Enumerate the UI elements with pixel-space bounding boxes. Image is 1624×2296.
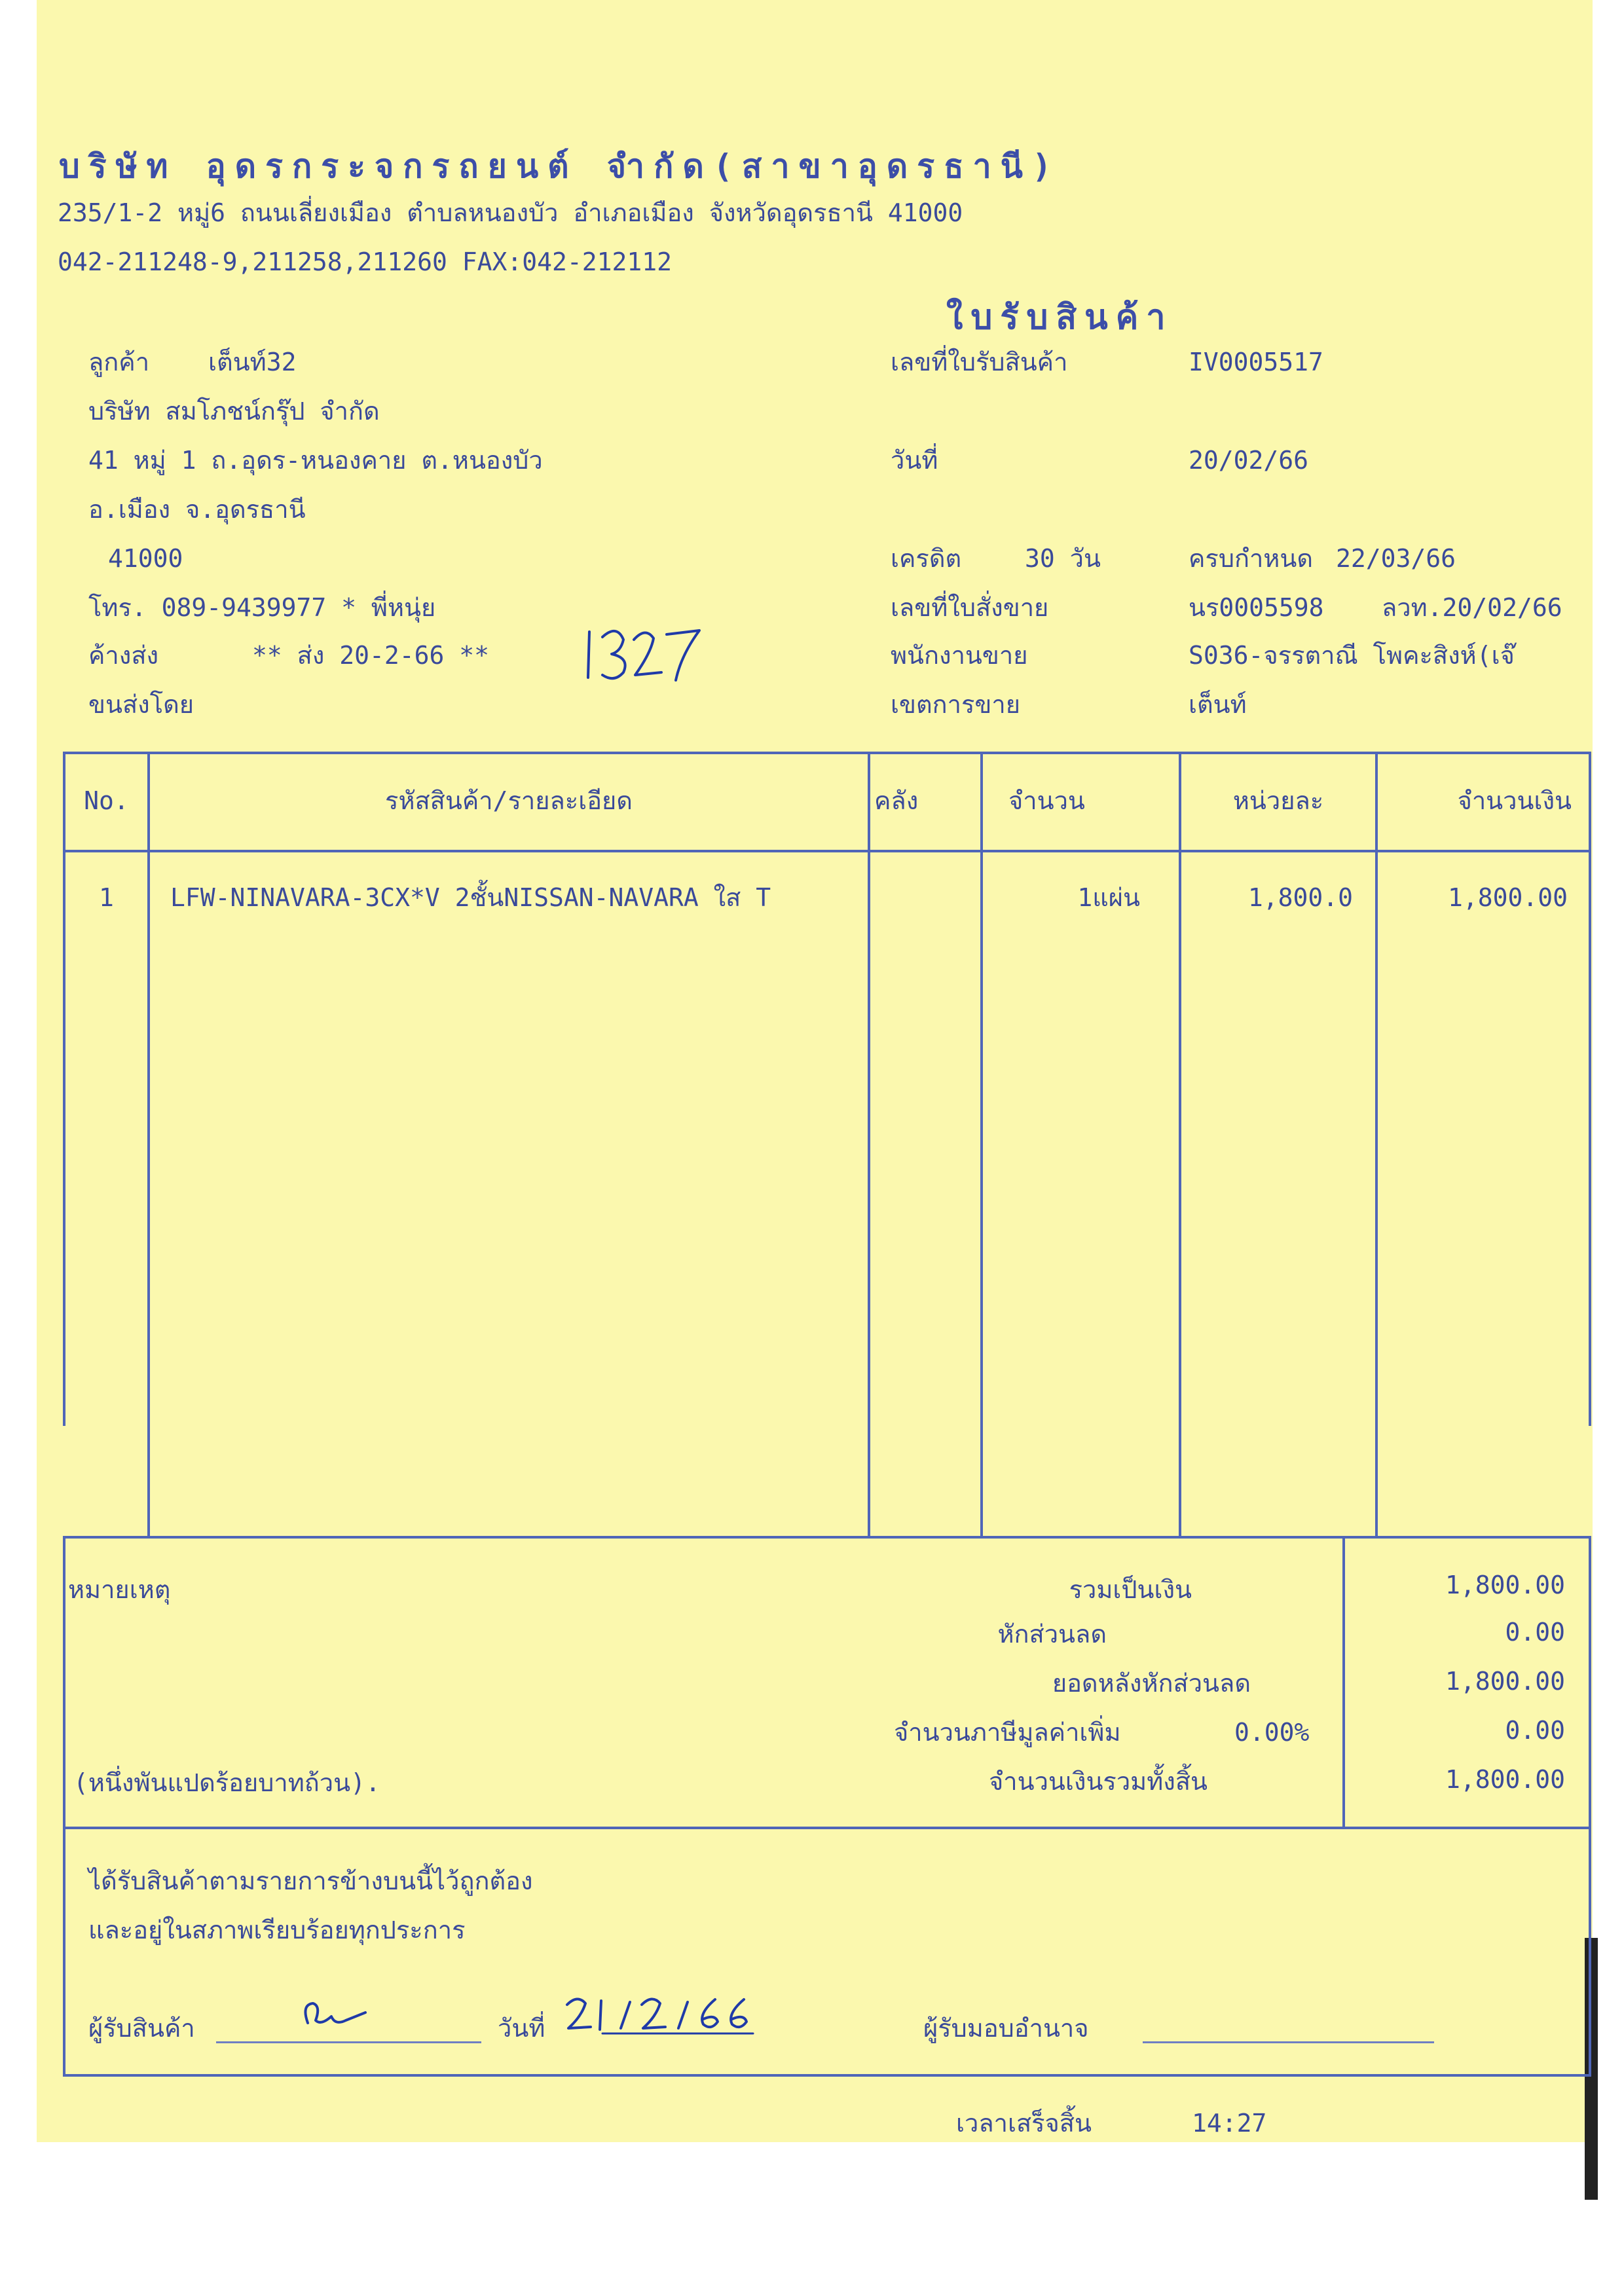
- customer-phone: โทร. 089-9439977 * พี่หนุ่ย: [88, 593, 436, 622]
- customer-postcode: 41000: [108, 544, 183, 573]
- vat-rate: 0.00%: [1234, 1718, 1310, 1747]
- receiver-signature-line: [216, 2041, 481, 2043]
- after-discount-label: ยอดหลังหักส่วนลด: [1052, 1669, 1251, 1698]
- sales-zone-label: เขตการขาย: [891, 690, 1020, 719]
- customer-address-1: 41 หมู่ 1 ถ.อุดร-หนองคาย ต.หนองบัว: [88, 446, 543, 475]
- total-label: จำนวนเงินรวมทั้งสิ้น: [989, 1767, 1208, 1796]
- customer-address-2: อ.เมือง จ.อุดรธานี: [88, 495, 306, 524]
- col-header-description: รหัสสินค้า/รายละเอียด: [385, 786, 633, 815]
- discount-label: หักส่วนลด: [997, 1620, 1107, 1649]
- order-no-label: เลขที่ใบสั่งขาย: [891, 593, 1049, 622]
- vat-label: จำนวนภาษีมูลค่าเพิ่ม: [894, 1718, 1121, 1747]
- credit-days: 30 วัน: [1025, 544, 1101, 573]
- row-unit-price: 1,800.0: [1247, 883, 1353, 912]
- received-date-label: วันที่: [498, 2014, 545, 2043]
- company-address: 235/1-2 หมู่6 ถนนเลี่ยงเมือง ตำบลหนองบัว อำเภอเมือง จังหวัดอุดรธานี 41000: [58, 198, 963, 227]
- after-discount-value: 1,800.00: [1445, 1667, 1565, 1696]
- date: 20/02/66: [1189, 446, 1309, 475]
- subtotal-value: 1,800.00: [1445, 1571, 1565, 1599]
- receiver-signature: [288, 1997, 393, 2036]
- received-date-handwritten: [563, 1990, 760, 2043]
- finish-time-label: เวลาเสร็จสิ้น: [956, 2109, 1092, 2138]
- handwritten-note-1327: [583, 612, 714, 684]
- discount-value: 0.00: [1505, 1618, 1565, 1647]
- customer-code-label: ลูกค้า: [88, 348, 150, 376]
- order-no: นร0005598: [1189, 593, 1324, 622]
- pending-value: ** ส่ง 20-2-66 **: [252, 641, 490, 670]
- receipt-no-label: เลขที่ใบรับสินค้า: [891, 348, 1068, 376]
- salesperson: S036-จรรตาณี โพคะสิงห์(เจ๊: [1189, 641, 1515, 670]
- acknowledgement-line-1: ได้รับสินค้าตามรายการข้างบนนี้ไว้ถูกต้อง: [88, 1867, 533, 1895]
- receiver-label: ผู้รับสินค้า: [88, 2014, 195, 2043]
- row-no: 1: [99, 883, 114, 912]
- company-name: บริษัท อุดรกระจกรถยนต์ จำกัด(สาขาอุดรธานี): [59, 147, 1061, 185]
- total-value: 1,800.00: [1445, 1765, 1565, 1794]
- finish-time: 14:27: [1192, 2109, 1267, 2138]
- receipt-no: IV0005517: [1189, 348, 1323, 376]
- authorized-signature-line: [1143, 2041, 1434, 2043]
- due-date: 22/03/66: [1336, 544, 1456, 573]
- acknowledgement-line-2: และอยู่ในสภาพเรียบร้อยทุกประการ: [88, 1916, 466, 1944]
- col-header-unit-price: หน่วยละ: [1232, 786, 1324, 815]
- amount-in-words: (หนึ่งพันแปดร้อยบาทถ้วน).: [73, 1768, 380, 1797]
- pending-label: ค้างส่ง: [88, 641, 159, 670]
- customer-name: บริษัท สมโภชน์กรุ๊ป จำกัด: [88, 397, 380, 426]
- scan-edge-shadow: [1585, 1938, 1598, 2200]
- salesperson-label: พนักงานขาย: [891, 641, 1028, 670]
- col-header-warehouse: คลัง: [874, 786, 919, 815]
- col-header-amount: จำนวนเงิน: [1457, 786, 1572, 815]
- sales-zone: เต็นท์: [1189, 690, 1247, 719]
- col-header-qty: จำนวน: [1008, 786, 1085, 815]
- row-qty: 1แผ่น: [1077, 883, 1140, 912]
- credit-label: เครดิต: [891, 544, 962, 573]
- document-paper: [37, 0, 1593, 2142]
- order-date: ลวท.20/02/66: [1382, 593, 1562, 622]
- company-phones: 042-211248-9,211258,211260 FAX:042-212112: [58, 247, 672, 276]
- document-title: ใบรับสินค้า: [946, 298, 1173, 337]
- ship-by-label: ขนส่งโดย: [88, 690, 194, 719]
- row-amount: 1,800.00: [1447, 883, 1568, 912]
- authorized-label: ผู้รับมอบอำนาจ: [923, 2014, 1089, 2043]
- row-description: LFW-NINAVARA-3CX*V 2ชั้นNISSAN-NAVARA ใส T: [170, 883, 771, 912]
- col-header-no: No.: [84, 786, 129, 815]
- remark-label: หมายเหตุ: [68, 1575, 171, 1604]
- date-label: วันที่: [891, 446, 938, 475]
- customer-code: เต็นท์32: [208, 348, 297, 376]
- subtotal-label: รวมเป็นเงิน: [1069, 1575, 1192, 1604]
- due-label: ครบกำหนด: [1189, 544, 1313, 573]
- vat-value: 0.00: [1505, 1716, 1565, 1745]
